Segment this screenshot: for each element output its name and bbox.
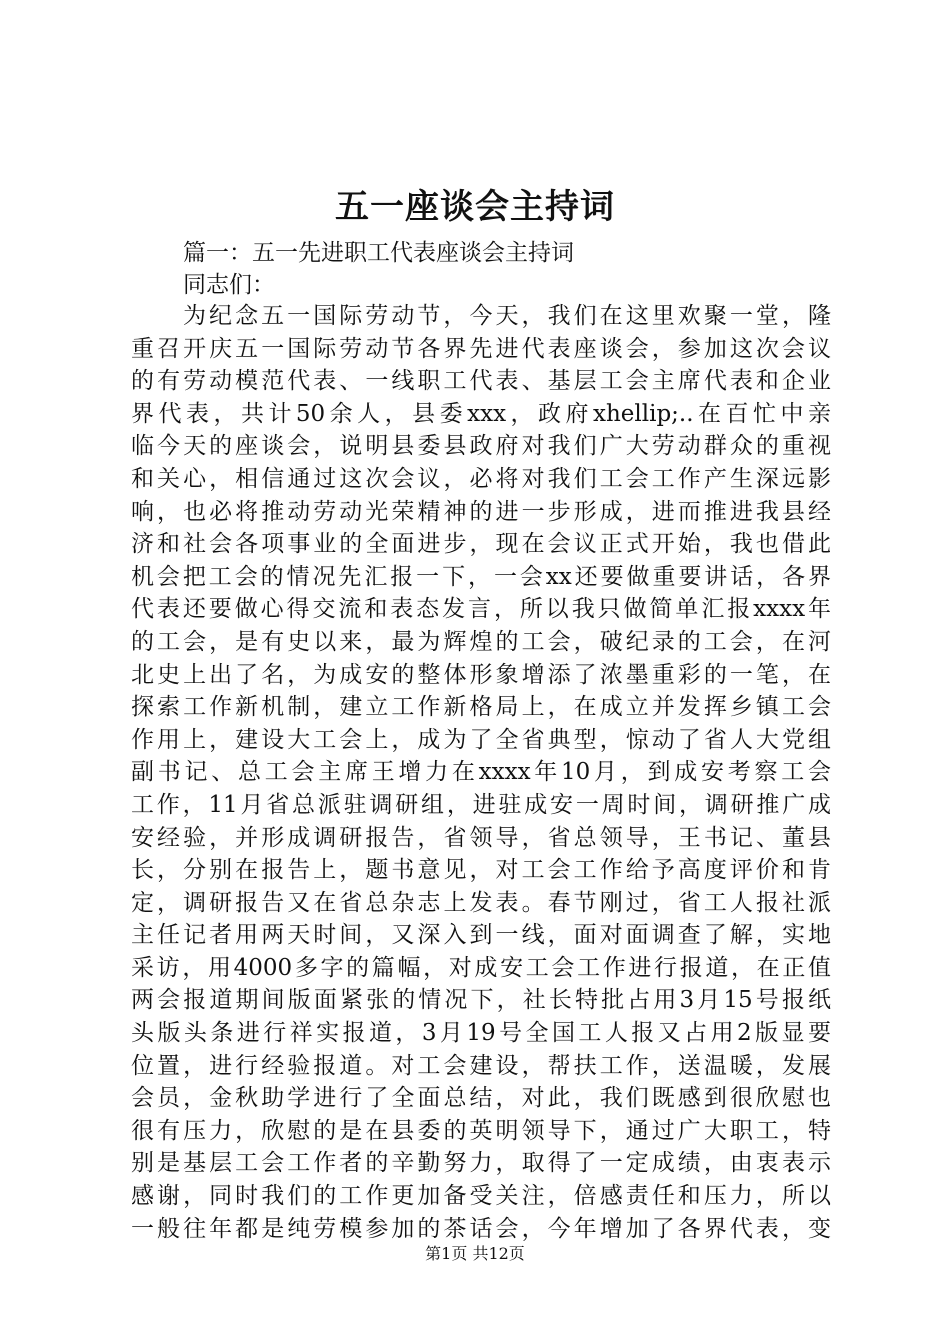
body-line: 济和社会各项事业的全面进步，现在会议正式开始，我也借此 (131, 531, 831, 558)
body-line: 探索工作新机制，建立工作新格局上，在成立并发挥乡镇工会 (131, 694, 831, 721)
body-line: 感谢，同时我们的工作更加备受关注，倍感责任和压力，所以 (131, 1183, 831, 1210)
body-line: 和关心，相信通过这次会议，必将对我们工会工作产生深远影 (131, 465, 831, 492)
body-line: 重召开庆五一国际劳动节各界先进代表座谈会，参加这次会议 (131, 335, 831, 362)
body-line: 会员，金秋助学进行了全面总结，对此，我们既感到很欣慰也 (131, 1085, 831, 1112)
body-line: 很有压力，欣慰的是在县委的英明领导下，通过广大职工，特 (131, 1117, 831, 1144)
body-line: 为纪念五一国际劳动节，今天，我们在这里欢聚一堂，隆 (183, 303, 831, 329)
body-line: 临今天的座谈会，说明县委县政府对我们广大劳动群众的重视 (131, 433, 831, 460)
body-line: 北史上出了名，为成安的整体形象增添了浓墨重彩的一笔，在 (131, 661, 831, 688)
body-line: 响，也必将推动劳动光荣精神的进一步形成，进而推进我县经 (131, 498, 831, 525)
greeting-text: 同志们： (183, 272, 275, 298)
body-line: 副书记、总工会主席王增力在xxxx年10月，到成安考察工会 (131, 759, 831, 786)
body-line: 作用上，建设大工会上，成为了全省典型，惊动了省人大党组 (131, 726, 831, 753)
body-line: 代表还要做心得交流和表态发言，所以我只做简单汇报xxxx年 (131, 596, 831, 623)
body-line: 安经验，并形成调研报告，省领导，省总领导，王书记、董县 (131, 824, 831, 851)
body-line: 的工会，是有史以来，最为辉煌的工会，破纪录的工会，在河 (131, 628, 831, 655)
body-line: 头版头条进行祥实报道，3月19号全国工人报又占用2版显要 (131, 1020, 831, 1047)
body-line: 界代表，共计50余人，县委xxx，政府xhellip;..在百忙中亲 (131, 400, 831, 427)
body-line: 主任记者用两天时间，又深入到一线，面对面调查了解，实地 (131, 922, 831, 949)
body-line: 定，调研报告又在省总杂志上发表。春节刚过，省工人报社派 (131, 889, 831, 916)
body-line: 工作，11月省总派驻调研组，进驻成安一周时间，调研推广成 (131, 791, 831, 818)
body-line: 一般往年都是纯劳模参加的茶话会，今年增加了各界代表，变 (131, 1215, 831, 1242)
body-line: 长，分别在报告上，题书意见，对工会工作给予高度评价和肯 (131, 857, 831, 884)
body-paragraph (131, 300, 831, 1245)
body-line: 采访，用4000多字的篇幅，对成安工会工作进行报道，在正值 (131, 954, 831, 981)
body-line: 别是基层工会工作者的辛勤努力，取得了一定成绩，由衷表示 (131, 1150, 831, 1177)
document-title: 五一座谈会主持词 (335, 187, 615, 227)
body-line: 机会把工会的情况先汇报一下，一会xx还要做重要讲话，各界 (131, 563, 831, 590)
page-footer: 第1页 共12页 (425, 1244, 525, 1263)
body-line: 位置，进行经验报道。对工会建设，帮扶工作，送温暖，发展 (131, 1052, 831, 1079)
body-line: 两会报道期间版面紧张的情况下，社长特批占用3月15号报纸 (131, 987, 831, 1014)
body-line: 的有劳动模范代表、一线职工代表、基层工会主席代表和企业 (131, 368, 831, 395)
document-subtitle: 篇一：五一先进职工代表座谈会主持词 (183, 240, 574, 266)
